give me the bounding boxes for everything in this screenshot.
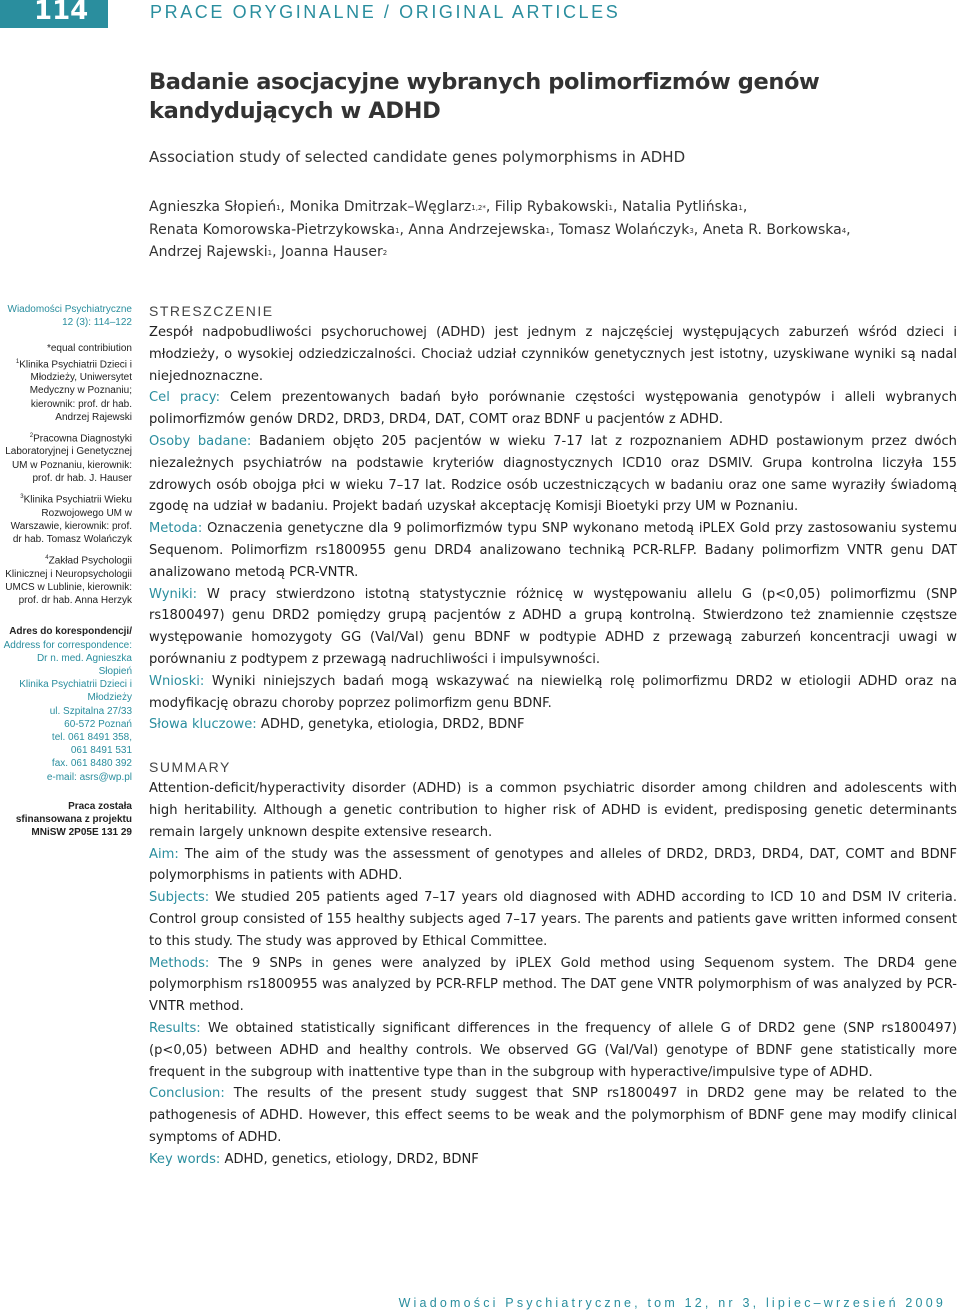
- page-number: 114: [34, 0, 89, 26]
- abstract-en-results: Results: We obtained statistically significant differences in the frequency of allele G of DRD2 gene (SNP rs1800497) (p<0,05) between ADHD and healthy controls. We observed GG (Val/Val) genotype of BDNF gene statistically more frequent in the subgroup with inattentive type than in the subgroup with hyperactive/impulsive type of ADHD.: [149, 1020, 957, 1080]
- abstract-pl-results: Wyniki: W pracy stwierdzono istotną statystycznie różnicę w występowaniu allelu G (p<0,05) polimorfizmu (SNP rs1800497) genu DRD2 pomiędzy grupą pacjentów z ADHD a grupą kontrolną. Stwierdzono też znamiennie częstsze występowanie homozygoty GG (Val/Val) genu BDNF w podtypie ADHD z przewagą zaburzeń koncentracji uwagi w porównaniu z podtypem z przewagą nadruchliwości i impulsywności.: [149, 586, 957, 667]
- affiliation-1: $^1$Klinika Psychiatrii Dzieci i Młodzieży, Uniwersytet Medyczny w Poznaniu; kierownik: prof. dr hab. Andrzej Rajewski: [15, 358, 132, 423]
- abstract-en-intro: Attention-deficit/hyperactivity disorder (ADHD) is a common psychiatric disorder among children and adolescents with high heritability. Although a genetic contribution to higher risk of ADHD is evident, predisposing genetic determinants remain largely unknown despite extensive research.: [149, 781, 957, 840]
- sidebar-affiliations: [2, 303, 132, 839]
- correspondence-heading-en: Address for correspondence:: [3, 639, 132, 651]
- abstract-pl-methods: Metoda: Oznaczenia genetyczne dla 9 polimorfizmów typu SNP wykonano metodą iPLEX Gold przy zastosowaniu systemu Sequenom. Polimorfizm rs1800955 genu DRD4 analizowano techniką PCR-RLFP. Badany polimorfizm VNTR genu DAT analizowano metodą PCR-VNTR.: [149, 521, 957, 580]
- funding-note: Praca została sfinansowana z projektu MNiSW 2P05E 131 29: [15, 800, 132, 839]
- correspondence-email[interactable]: e-mail: asrs@wp.pl: [46, 771, 132, 783]
- section-label: PRACE ORYGINALNE / ORIGINAL ARTICLES: [150, 2, 621, 22]
- correspondence-dept: Klinika Psychiatrii Dzieci i Młodzieży: [19, 679, 132, 704]
- page-footer: Wiadomości Psychiatryczne, tom 12, nr 3, lipiec–wrzesień 2009: [398, 1296, 946, 1310]
- correspondence-heading: Adres do korespondencji/: [9, 626, 132, 638]
- correspondence-fax: fax. 061 8480 392: [51, 758, 132, 770]
- article-subtitle: Association study of selected candidate genes polymorphisms in ADHD: [149, 148, 686, 166]
- abstract-en-subjects: Subjects: We studied 205 patients aged 7–17 years old diagnosed with ADHD according to ICD 10 and DSM IV criteria. Control group consisted of 155 healthy subjects aged 7–17 years. The parents and patients gave written informed consent to this study. The study was approved by Ethical Committee.: [149, 890, 957, 949]
- affiliation-4: $^4$Zakład Psychologii Klinicznej i Neuropsychologii UMCS w Lublinie, kierownik: prof. dr hab. Anna Herzyk: [5, 555, 132, 607]
- abstract-en-heading: SUMMARY: [149, 759, 231, 776]
- affiliation-2: $^2$Pracowna Diagnostyki Laboratoryjnej i Genetycznej UM w Poznaniu, kierownik: prof. dr hab. J. Hauser: [5, 432, 132, 484]
- abstract-en-keywords: Key words: ADHD, genetics, etiology, DRD2, BDNF: [149, 1151, 479, 1167]
- correspondence-tel: tel. 061 8491 358,: [51, 732, 132, 743]
- page-number-box: [0, 0, 108, 28]
- abstract-en-aim: Aim: The aim of the study was the assessment of genotypes and alleles of DRD2, DRD3, DRD4, DAT, COMT and BDNF polymorphisms in patients with ADHD.: [149, 846, 957, 884]
- abstract-en-methods: Methods: The 9 SNPs in genes were analyzed by iPLEX Gold method using Sequenom system. The DRD4 gene polymorphism rs1800955 was analyzed by PCR-RFLP method. The DAT gene VNTR polymorphism of was analyzed by PCR-VNTR method.: [149, 955, 957, 1015]
- abstract-en-conclusion: Conclusion: The results of the present study suggest that SNP rs1800497 in DRD2 gene may be related to the pathogenesis of ADHD. However, this effect seems to be weak and the polymorphism of BDNF gene may modify clinical symptoms of ADHD.: [149, 1086, 957, 1145]
- page-header: [0, 0, 960, 28]
- correspondence-street: ul. Szpitalna 27/33: [49, 705, 132, 717]
- author-list: Agnieszka Słopień$^1$, Monika Dmitrzak–Węglarz$^{1,2*}$, Filip Rybakowski$^1$, Natalia Pytlińska$^1$, Renata Komorowska-Pietrzykowska$^1$, Anna Andrzejewska$^1$, Tomasz Wolańczyk$^3$, Aneta R. Borkowska$^4$, Andrzej Rajewski$^1$, Joanna Hauser$^2$: [149, 199, 851, 261]
- article-title: [149, 68, 909, 126]
- title-line-1: Badanie asocjacyjne wybranych polimorfizmów genów: [149, 69, 820, 95]
- abstract-pl-subjects: Osoby badane: Badaniem objęto 205 pacjentów w wieku 7-17 lat z rozpoznaniem ADHD postawionym przez dwóch niezależnych psychiatrów na podstawie kryteriów diagnostycznych ICD10 oraz DSMIV. Grupa kontrolna liczyła 155 zdrowych osób obojga płci w wieku 7–17 lat. Rodzice osób uczestniczących w badaniu oraz one same wyraziły świadomą zgodę na udział w badaniu. Projekt badań uzyskał akceptację Komisji Bioetyki przy UM w Poznaniu.: [149, 433, 957, 515]
- abstract-pl-heading: STRESZCZENIE: [149, 303, 274, 319]
- abstract-pl-conclusions: Wnioski: Wyniki niniejszych badań mogą wskazywać na niewielką rolę polimorfizmu DRD2 w etiologii ADHD oraz na modyfikację obrazu choroby poprzez polimorfizm genu BDNF.: [149, 673, 957, 711]
- correspondence-city: 60-572 Poznań: [64, 718, 132, 730]
- affiliation-3: $^3$Klinika Psychiatrii Wieku Rozwojowego UM w Warszawie, kierownik: prof. dr hab. Tomasz Wolańczyk: [10, 494, 132, 546]
- correspondence-name: Dr n. med. Agnieszka Słopień: [36, 652, 132, 677]
- journal-issue: 12 (3): 114–122: [62, 317, 132, 329]
- journal-name: Wiadomości Psychiatryczne: [7, 304, 132, 315]
- abstract-pl-keywords: Słowa kluczowe: ADHD, genetyka, etiologia, DRD2, BDNF: [149, 717, 525, 733]
- abstract-pl-aim: Cel pracy: Celem prezentowanych badań było porównanie częstości występowania genotypów i alleli wybranych polimorfizmów genów DRD2, DRD3, DRD4, DAT, COMT oraz BDNF u pacjentów z ADHD.: [149, 390, 957, 428]
- correspondence-tel-2: 061 8491 531: [70, 745, 132, 757]
- abstract-column: [149, 301, 957, 1170]
- equal-contribution-note: *equal contribiution: [46, 343, 132, 355]
- title-line-2: kandydujących w ADHD: [149, 98, 441, 124]
- abstract-pl-intro: Zespół nadpobudliwości psychoruchowej (ADHD) jest jednym z najczęściej występujących zaburzeń wśród dzieci i młodzieży, o wysokiej odziedziczalności. Chociaż udział czynników genetycznych jest istotny, uzyskiwane wyniki są nadal niejednoznaczne.: [149, 325, 957, 384]
